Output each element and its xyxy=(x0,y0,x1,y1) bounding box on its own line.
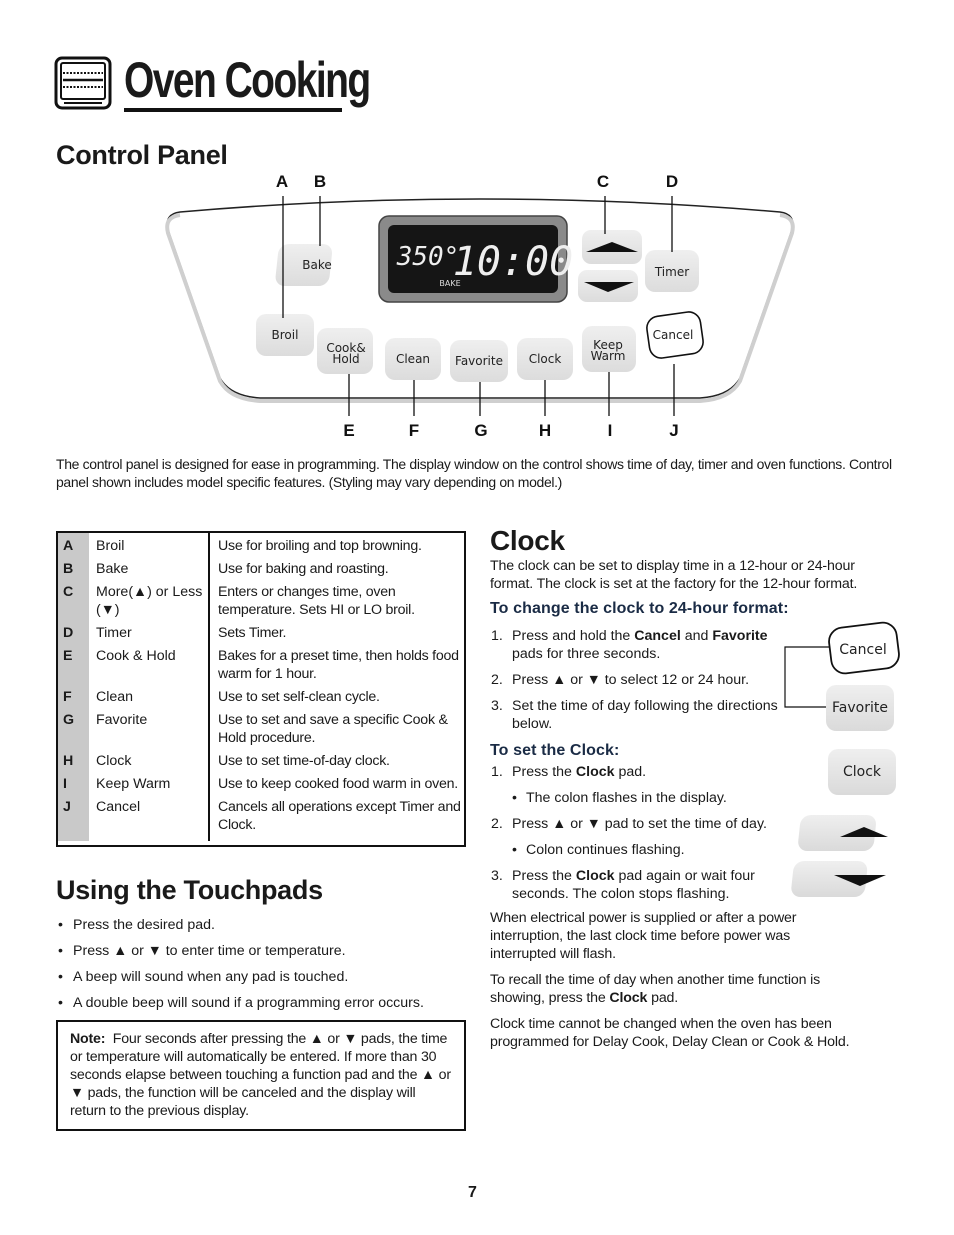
list-item: • A double beep will sound if a programming error occurs. xyxy=(56,994,466,1020)
table-row: A Broil Use for broiling and top browning. xyxy=(57,532,464,555)
display-time: 10:00 xyxy=(452,239,574,285)
power-interruption-text: When electrical power is supplied or after a power interruption, the last clock time before power was interrupted will flash. xyxy=(490,910,797,962)
list-item: • Press ▲ or ▼ to enter time or temperature. xyxy=(56,942,466,968)
svg-text:Bake: Bake xyxy=(302,258,332,272)
change-format-heading: To change the clock to 24-hour format: xyxy=(490,600,789,617)
timer-pad[interactable] xyxy=(645,250,699,292)
svg-text:Cancel: Cancel xyxy=(652,328,694,342)
callout-a: A xyxy=(275,172,289,191)
display-mode: BAKE xyxy=(439,279,461,288)
svg-text:Clean: Clean xyxy=(395,352,431,366)
control-panel-description: The control panel is designed for ease in programming. The display window on the control shows time of day, timer and oven functions. Control panel shown includes model specific features. (Styling may vary depending on model.) xyxy=(56,456,892,490)
clock-heading: Clock xyxy=(490,525,565,556)
svg-text:Keep: Keep xyxy=(593,338,623,352)
clock-intro: The clock can be set to display time in a 12-hour or 24-hour format. The clock is set at the factory for the 12-hour format. xyxy=(490,558,858,592)
svg-text:Clock: Clock xyxy=(842,764,882,780)
table-row: G Favorite Use to set and save a specific Cook & Hold procedure. xyxy=(57,706,464,747)
list-item: 1. Press and hold the Cancel and Favorite pads for three seconds. xyxy=(491,628,768,662)
up-arrow-pad[interactable] xyxy=(797,815,888,851)
svg-text:Favorite: Favorite xyxy=(455,354,503,368)
list-item: 3. Set the time of day following the directions below. xyxy=(491,698,778,732)
callout-d: D xyxy=(665,172,679,191)
list-item: • Colon continues flashing. xyxy=(491,841,791,867)
control-panel-diagram xyxy=(150,168,810,443)
favorite-pad[interactable] xyxy=(450,340,508,382)
table-row: C More(▲) or Less (▼) Enters or changes time, oven temperature. Sets HI or LO broil. xyxy=(57,578,464,619)
broil-pad[interactable] xyxy=(256,314,314,356)
note-label: Note: xyxy=(70,1031,106,1047)
list-item: 2. Press ▲ or ▼ pad to set the time of day. xyxy=(491,816,767,832)
table-row: I Keep Warm Use to keep cooked food warm in oven. xyxy=(57,770,464,793)
callout-j: J xyxy=(669,421,679,440)
touchpads-list xyxy=(56,916,466,1020)
svg-text:Hold: Hold xyxy=(332,352,360,366)
clock-change-restriction-text: Clock time cannot be changed when the oven has been programmed for Delay Cook, Delay Clean or Cook & Hold. xyxy=(490,1016,850,1050)
cook-hold-pad[interactable] xyxy=(317,328,373,374)
callout-e: E xyxy=(343,421,355,440)
table-row: F Clean Use to set self-clean cycle. xyxy=(57,683,464,706)
table-row: H Clock Use to set time-of-day clock. xyxy=(57,747,464,770)
set-clock-heading: To set the Clock: xyxy=(490,742,620,759)
list-item: • A beep will sound when any pad is touched. xyxy=(56,968,466,994)
list-item: 3. Press the Clock pad again or wait four seconds. The colon stops flashing. xyxy=(491,868,755,902)
note-box xyxy=(56,1020,466,1131)
list-item: 1. Press the Clock pad. xyxy=(491,764,647,780)
touchpads-heading: Using the Touchpads xyxy=(56,875,323,905)
table-row: E Cook & Hold Bakes for a preset time, then holds food warm for 1 hour. xyxy=(57,642,464,683)
svg-text:Cancel: Cancel xyxy=(839,642,887,658)
clock-pad[interactable] xyxy=(828,749,896,795)
svg-text:Cook&: Cook& xyxy=(326,341,366,355)
list-item: • Press the desired pad. xyxy=(56,916,466,942)
svg-text:Favorite: Favorite xyxy=(832,700,888,716)
callout-b: B xyxy=(313,172,327,191)
oven-rack-icon xyxy=(54,56,112,110)
table-row: J Cancel Cancels all operations except Timer and Clock. xyxy=(57,793,464,841)
list-item: 2. Press ▲ or ▼ to select 12 or 24 hour. xyxy=(491,672,750,688)
svg-text:Warm: Warm xyxy=(590,349,626,363)
cancel-pad[interactable] xyxy=(645,310,704,359)
key-table xyxy=(57,532,464,841)
cancel-pad[interactable] xyxy=(827,621,900,675)
down-arrow-pad[interactable] xyxy=(790,861,886,897)
keep-warm-pad[interactable] xyxy=(582,326,636,372)
callout-g: G xyxy=(474,421,488,440)
svg-text:Clock: Clock xyxy=(528,352,562,366)
clock-pads-illustration xyxy=(780,615,910,905)
page-title: Oven Cooking xyxy=(124,52,370,108)
clock-pad[interactable] xyxy=(517,338,573,380)
set-clock-steps xyxy=(491,763,791,903)
clean-pad[interactable] xyxy=(385,338,441,380)
list-item: • The colon flashes in the display. xyxy=(491,789,791,815)
callout-i: I xyxy=(607,421,613,440)
callout-h: H xyxy=(538,421,552,440)
display-temp: 350° xyxy=(396,242,460,272)
title-underline xyxy=(124,108,342,112)
table-row: D Timer Sets Timer. xyxy=(57,619,464,642)
up-arrow-pad[interactable] xyxy=(582,230,642,264)
favorite-pad[interactable] xyxy=(826,685,894,731)
table-row: B Bake Use for baking and roasting. xyxy=(57,555,464,578)
callout-f: F xyxy=(408,421,420,440)
page-number: 7 xyxy=(468,1184,477,1201)
change-format-steps xyxy=(491,627,781,733)
recall-text: To recall the time of day when another time function is showing, press the Clock pad. xyxy=(490,972,821,1006)
control-panel-heading: Control Panel xyxy=(56,140,228,170)
svg-text:Broil: Broil xyxy=(271,328,299,342)
svg-text:Timer: Timer xyxy=(654,265,690,279)
callout-c: C xyxy=(596,172,610,191)
note-text: Four seconds after pressing the ▲ or ▼ pads, the time or temperature will automatically be entered. If more than 30 seconds elapse between touching a function pad and the ▲ or ▼ pads, the function will be canceled and the display will return to the previous display. xyxy=(70,1031,451,1119)
down-arrow-pad[interactable] xyxy=(578,270,638,302)
